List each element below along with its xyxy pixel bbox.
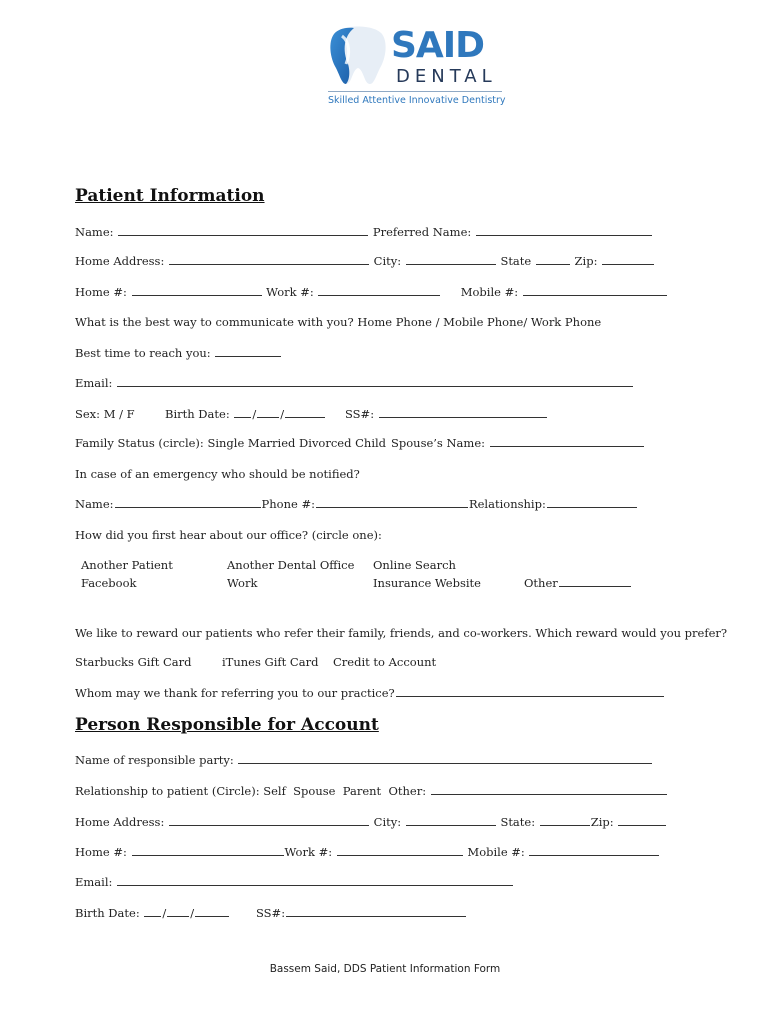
source-option[interactable]: Another Patient — [81, 558, 173, 572]
emergency-phone-field[interactable] — [316, 497, 468, 508]
source-other-row — [524, 576, 632, 590]
logo-brand: SAID — [391, 25, 485, 66]
section-title-responsible: Person Responsible for Account — [75, 715, 379, 735]
thank-field[interactable] — [396, 686, 664, 697]
emergency-relationship-field[interactable] — [547, 497, 637, 508]
home-address-field[interactable] — [169, 254, 369, 265]
source-option[interactable]: Other — [524, 576, 558, 590]
birth-date-row: Birth Date: / / — [165, 407, 326, 421]
home-phone-field[interactable] — [132, 285, 262, 296]
emergency-question: In case of an emergency who should be notified? — [75, 467, 360, 481]
work-phone-field[interactable] — [318, 285, 440, 296]
resp-birth-year-field[interactable] — [195, 906, 229, 917]
responsible-party-label: Name of responsible party: — [75, 753, 234, 767]
communicate-row — [75, 315, 601, 329]
name-label: Name: — [75, 225, 114, 239]
best-time-label: Best time to reach you: — [75, 346, 211, 360]
phone-row — [75, 285, 668, 299]
city-label: City: — [373, 254, 402, 268]
resp-mobile-phone-label: Mobile #: — [467, 845, 525, 859]
thank-row — [75, 686, 665, 700]
emergency-name-field[interactable] — [115, 497, 261, 508]
communicate-question: What is the best way to communicate with you? Home Phone / Mobile Phone/ Work Phone — [75, 315, 602, 329]
logo-sub: DENTAL — [396, 66, 497, 87]
emergency-phone-label: Phone #: — [261, 497, 315, 511]
spouse-row — [391, 436, 645, 450]
relationship-other-field[interactable] — [431, 784, 667, 795]
reward-question: We like to reward our patients who refer their family, friends, and co-workers. Which reward would you prefer? — [75, 626, 728, 640]
spouse-field[interactable] — [490, 436, 644, 447]
responsible-party-field[interactable] — [238, 753, 652, 764]
birth-year-field[interactable] — [285, 407, 325, 418]
thank-label: Whom may we thank for referring you to our practice? — [75, 686, 395, 700]
family-status[interactable]: Family Status (circle): Single Married Divorced Child — [75, 436, 387, 450]
resp-work-phone-label: Work #: — [284, 845, 333, 859]
heard-question: How did you first hear about our office? (circle one): — [75, 528, 382, 542]
section-title-patient: Patient Information — [75, 186, 265, 206]
email-label: Email: — [75, 376, 113, 390]
best-time-field[interactable] — [215, 346, 281, 357]
zip-label: Zip: — [574, 254, 598, 268]
responsible-phone-row — [75, 845, 660, 859]
resp-state-field[interactable] — [540, 815, 590, 826]
logo-tagline: Skilled Attentive Innovative Dentistry — [328, 95, 506, 106]
resp-email-label: Email: — [75, 875, 113, 889]
resp-home-phone-label: Home #: — [75, 845, 127, 859]
reward-option[interactable]: Credit to Account — [333, 655, 437, 669]
email-row — [75, 376, 634, 390]
resp-state-label: State: — [500, 815, 536, 829]
said-dental-logo — [328, 24, 508, 114]
mobile-phone-label: Mobile #: — [460, 285, 519, 299]
ss-field[interactable] — [379, 407, 547, 418]
resp-mobile-phone-field[interactable] — [529, 845, 659, 856]
best-time-row — [75, 346, 282, 360]
resp-zip-label: Zip: — [590, 815, 614, 829]
sex-label[interactable]: Sex: M / F — [75, 407, 135, 421]
birth-day-field[interactable] — [257, 407, 279, 418]
mobile-phone-field[interactable] — [523, 285, 667, 296]
name-field[interactable] — [118, 225, 368, 236]
resp-zip-field[interactable] — [618, 815, 666, 826]
source-option[interactable]: Another Dental Office — [227, 558, 355, 572]
relationship-label[interactable]: Relationship to patient (Circle): Self Spouse Parent Other: — [75, 784, 427, 798]
resp-home-address-field[interactable] — [169, 815, 369, 826]
zip-field[interactable] — [602, 254, 654, 265]
resp-city-field[interactable] — [406, 815, 496, 826]
home-phone-label: Home #: — [75, 285, 127, 299]
resp-city-label: City: — [373, 815, 402, 829]
work-phone-label: Work #: — [266, 285, 314, 299]
city-field[interactable] — [406, 254, 496, 265]
responsible-email-row — [75, 875, 514, 889]
responsible-address-row — [75, 815, 667, 829]
ss-label: SS#: — [345, 407, 375, 421]
resp-birth-month-field[interactable] — [144, 906, 161, 917]
resp-ss-label: SS#: — [256, 906, 286, 920]
resp-birth-date-label: Birth Date: — [75, 906, 140, 920]
resp-birth-date-row: Birth Date: / / — [75, 906, 230, 920]
birth-date-label: Birth Date: — [165, 407, 230, 421]
name-row — [75, 225, 653, 239]
email-field[interactable] — [117, 376, 633, 387]
emergency-name-label: Name: — [75, 497, 114, 511]
ss-row — [345, 407, 548, 421]
preferred-name-label: Preferred Name: — [372, 225, 472, 239]
source-option[interactable]: Insurance Website — [373, 576, 481, 590]
resp-home-phone-field[interactable] — [132, 845, 284, 856]
resp-birth-day-field[interactable] — [167, 906, 189, 917]
resp-work-phone-field[interactable] — [337, 845, 463, 856]
emergency-relationship-label: Relationship: — [468, 497, 546, 511]
source-other-field[interactable] — [559, 576, 631, 587]
page-footer: Bassem Said, DDS Patient Information Form — [269, 963, 501, 975]
emergency-row — [75, 497, 638, 511]
state-label: State — [500, 254, 532, 268]
source-option[interactable]: Work — [227, 576, 258, 590]
logo-divider — [328, 91, 502, 92]
home-address-label: Home Address: — [75, 254, 165, 268]
tooth-logo-icon — [328, 24, 388, 86]
preferred-name-field[interactable] — [476, 225, 652, 236]
address-row — [75, 254, 655, 268]
spouse-label: Spouse’s Name: — [391, 436, 485, 450]
resp-ss-field[interactable] — [286, 906, 466, 917]
responsible-party-row — [75, 753, 653, 767]
resp-home-address-label: Home Address: — [75, 815, 165, 829]
resp-ss-row — [256, 906, 467, 920]
state-field[interactable] — [536, 254, 570, 265]
birth-month-field[interactable] — [234, 407, 251, 418]
resp-email-field[interactable] — [117, 875, 513, 886]
reward-option[interactable]: Starbucks Gift Card — [75, 655, 192, 669]
source-option[interactable]: Facebook — [81, 576, 137, 590]
reward-option[interactable]: iTunes Gift Card — [222, 655, 319, 669]
source-option[interactable]: Online Search — [373, 558, 456, 572]
relationship-row — [75, 784, 668, 798]
